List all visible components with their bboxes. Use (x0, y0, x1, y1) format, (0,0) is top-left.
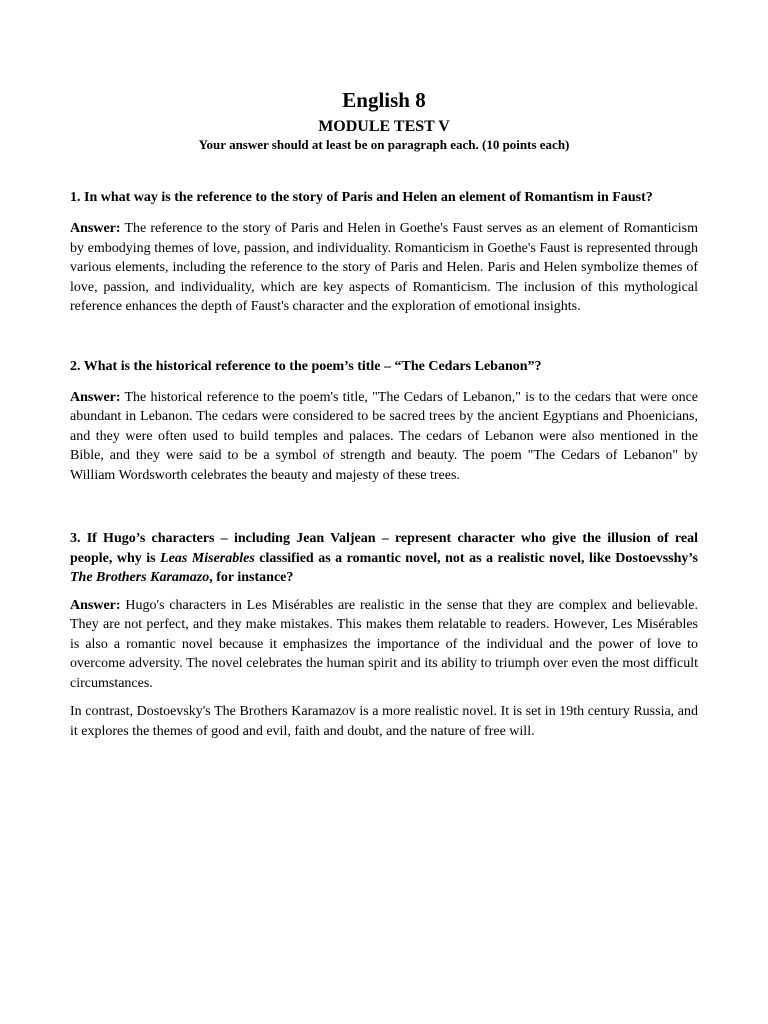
document-title: English 8 (342, 88, 426, 112)
novel-title-brothers-karamazov: The Brothers Karamazo (70, 570, 210, 585)
answer-label: Answer: (70, 597, 121, 613)
answer-label: Answer: (70, 221, 121, 236)
question-3-part-1: 3. If Hugo’s characters – including Jean Valjean – represent character who give the illusion of real people, why is (70, 531, 698, 566)
question-3-part-3: , for instance? (209, 570, 294, 585)
answer-3 (70, 596, 698, 694)
answer-3-continued: In contrast, Dostoevsky's The Brothers Karamazov is a more realistic novel. It is set in 19th century Russia, and it explores the themes of good and evil, faith and doubt, and the nature of free will. (70, 704, 698, 739)
answer-1 (70, 219, 698, 317)
novel-title-les-miserables: Leas Miserables (160, 550, 255, 566)
question-1: 1. In what way is the reference to the story of Paris and Helen an element of Romantism in Faust? (70, 190, 653, 205)
question-2: 2. What is the historical reference to the poem’s title – “The Cedars Lebanon”? (70, 358, 542, 374)
module-subtitle: MODULE TEST V (318, 118, 450, 135)
answer-2-text: The historical reference to the poem's title, "The Cedars of Lebanon," is to the cedars that were once abundant in Lebanon. The cedars were considered to be sacred trees by the ancient Egyptians and Phoenicians, and they were often used to build temples and palaces. The cedars of Lebanon were also mentioned in the Bible, and they were said to be a symbol of strength and beauty. The poem "The Cedars of Lebanon" by William Wordsworth celebrates the beauty and majesty of these trees. (70, 389, 698, 483)
answer-2 (70, 388, 698, 486)
answer-label: Answer: (70, 389, 121, 405)
answer-1-text: The reference to the story of Paris and Helen in Goethe's Faust serves as an element of Romanticism by embodying themes of love, passion, and individuality. Romanticism in Goethe's Faust is represented through various elements, including the reference to the story of Paris and Helen. Paris and Helen symbolize themes of love, passion, and individuality, which are key aspects of Romanticism. The inclusion of this mythological reference enhances the depth of Faust's character and the exploration of emotional insights. (70, 221, 698, 314)
question-3 (70, 529, 698, 588)
instructions: Your answer should at least be on paragraph each. (10 points each) (198, 137, 570, 152)
answer-3-text: Hugo's characters in Les Misérables are realistic in the sense that they are complex and believable. They are not perfect, and they make mistakes. This makes them relatable to readers. However, Les Misérables is also a romantic novel because it emphasizes the importance of the individual and the power of love to overcome adversity. The novel celebrates the human spirit and its ability to triumph over even the most difficult circumstances. (70, 597, 698, 691)
question-3-part-2: classified as a romantic novel, not as a realistic novel, like Dostoevsshy’s (254, 550, 698, 566)
